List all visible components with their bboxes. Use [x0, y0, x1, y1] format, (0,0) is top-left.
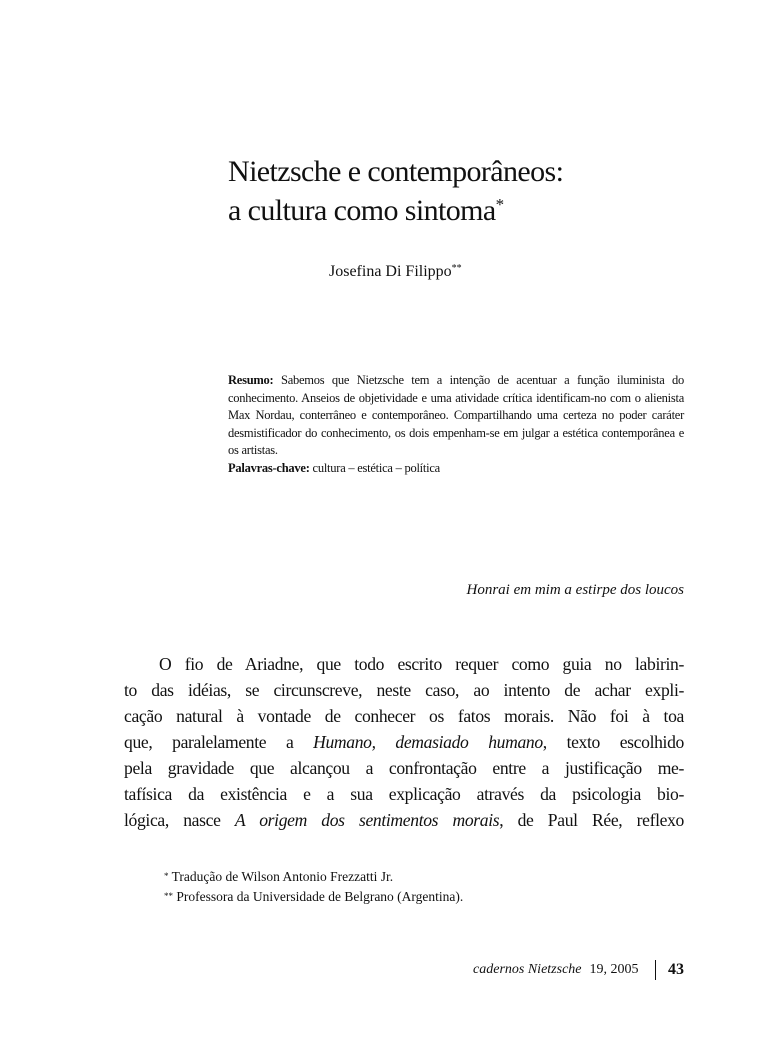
keywords-label: Palavras-chave: [228, 460, 310, 475]
footnote-text: Professora da Universidade de Belgrano (Argentina). [176, 889, 464, 904]
body-line: tafísica da existência e a sua explicação através da psicologia bio- [124, 784, 684, 804]
article-title [228, 152, 698, 230]
work-title: A origem dos sentimentos morais [234, 810, 500, 830]
footnotes [164, 867, 684, 907]
epigraph: Honrai em mim a estirpe dos loucos [466, 582, 684, 598]
body-line-text: , de Paul Rée, reflexo [499, 810, 684, 830]
body-line: to das idéias, se circunscreve, neste caso, ao intento de achar expli- [124, 680, 684, 700]
body-line: cação natural à vontade de conhecer os fatos morais. Não foi à toa [124, 706, 684, 726]
title-line-2 [228, 191, 698, 230]
page-footer [473, 960, 684, 980]
page-number: 43 [668, 961, 684, 978]
footer-divider [655, 960, 657, 980]
title-footnote-mark[interactable]: * [495, 195, 504, 214]
author-name: Josefina Di Filippo [329, 263, 452, 280]
body-line: pela gravidade que alcançou a confrontação entre a justificação me- [124, 758, 684, 778]
abstract [228, 372, 684, 478]
abstract-paragraph [228, 372, 684, 460]
footnote [164, 887, 684, 907]
footnote-mark: ** [164, 891, 173, 901]
body-line-text: , texto escolhido [542, 732, 684, 752]
abstract-label: Resumo: [228, 373, 274, 387]
body-line: O fio de Ariadne, que todo escrito requer como guia no labirin- [159, 654, 684, 674]
body-line [124, 729, 684, 755]
footnote-mark: * [164, 871, 169, 881]
author [329, 262, 462, 282]
work-title: Humano, demasiado humano [313, 732, 543, 752]
body-text [124, 651, 684, 833]
body-line-text: que, paralelamente a [124, 732, 314, 752]
title-line-1: Nietzsche e contemporâneos: [228, 155, 564, 188]
abstract-text: Sabemos que Nietzsche tem a intenção de acentuar a função iluminista do conhecimento. Anseios de objetividade e uma atividade crítica identificam-no com o alienista Max Nordau, conterrâneo e contemporâneo. Compartilhando uma certeza no poder caráter desmistificador do conhecimento, os dois empenham-se em julgar a estética contemporânea e os artistas. [228, 373, 685, 458]
title-line-2-text: a cultura como sintoma [228, 194, 496, 227]
journal-name: cadernos Nietzsche [473, 962, 582, 977]
journal-issue: 19, 2005 [589, 962, 639, 977]
footnote [164, 867, 684, 887]
body-line [124, 807, 684, 833]
body-line-text: lógica, nasce [124, 810, 235, 830]
keywords-text: cultura – estética – política [312, 460, 440, 475]
keywords [228, 460, 684, 478]
author-footnote-mark[interactable]: ** [451, 263, 462, 274]
footnote-text: Tradução de Wilson Antonio Frezzatti Jr. [171, 869, 394, 884]
